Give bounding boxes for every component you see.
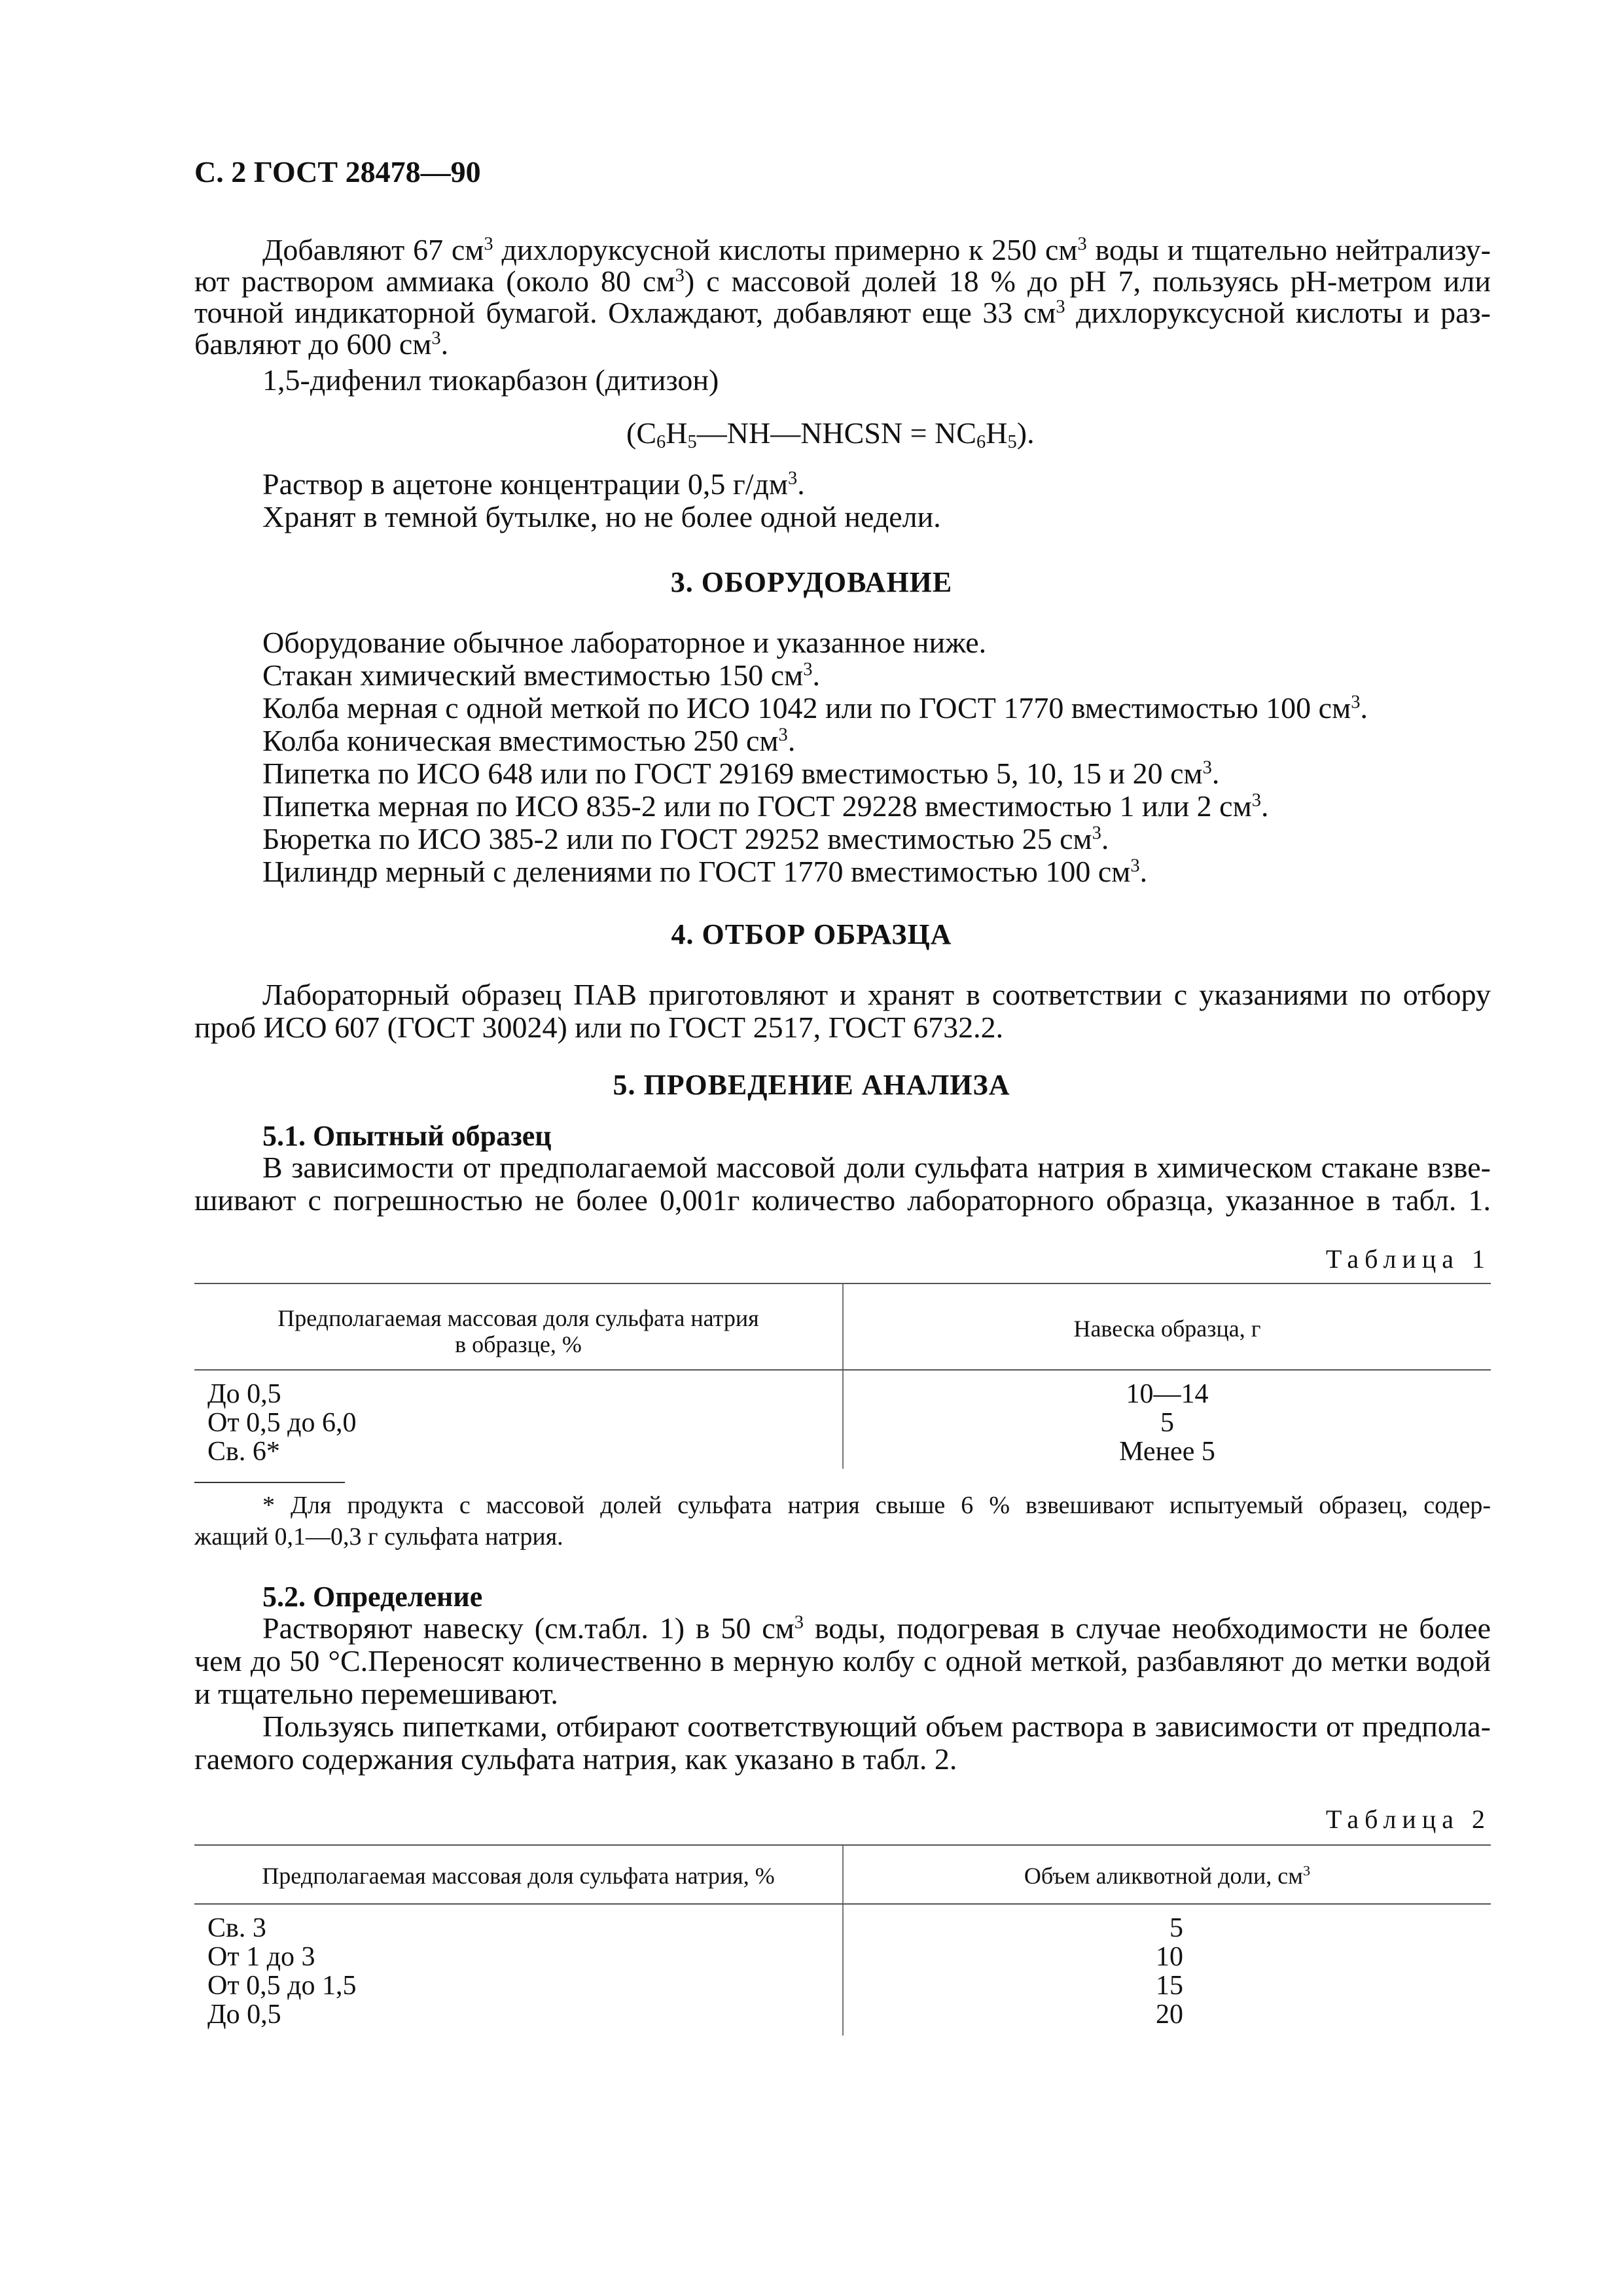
table2-col2-header: Объем аликвотной доли, $см^3$: [1024, 1862, 1311, 1889]
section-3-title: 3. ОБОРУДОВАНИЕ: [670, 566, 953, 598]
subsection-5-2-line4: Пользуясь пипетками, отбирают соответствующий объем раствора в зависимости от предпола-: [262, 1710, 1491, 1743]
subsection-5-2-title: 5.2. Определение: [262, 1581, 483, 1613]
table-row: 10—14 5 Менее 5: [1119, 1379, 1215, 1467]
dithizone-formula: $(C_6H_5—NH—NHCSN = NC_6H_5)$.: [626, 416, 1035, 453]
para1-line3: точной индикаторной бумагой. Охлаждают, добавляют еще 33 $см^3$ дихлоруксусной кислоты и раз-: [194, 296, 1491, 329]
table1-footnote-line2: жащий 0,1—0,3 г сульфата натрия.: [194, 1523, 563, 1551]
equipment-item: Колба мерная с одной меткой по ИСО 1042 или по ГОСТ 1770 вместимостью 100 $см^3$.: [262, 691, 1368, 725]
table2-header-rule: [194, 1903, 1491, 1905]
equipment-item: Стакан химический вместимостью 150 $см^3$.: [262, 658, 821, 692]
subsection-5-1-line1: В зависимости от предполагаемой массовой доли сульфата натрия в химическом стакане взве-: [262, 1151, 1491, 1184]
para1-line1: Добавляют 67 $см^3$ дихлоруксусной кислоты примерно к 250 $см^3$ воды и тщательно нейтрализу-: [262, 233, 1491, 266]
equipment-item: Цилиндр мерный с делениями по ГОСТ 1770 вместимостью 100 $см^3$.: [262, 855, 1148, 888]
section-4-line1: Лабораторный образец ПАВ приготовляют и хранят в соответствии с указаниями по отбору: [262, 978, 1491, 1011]
para1-line4: бавляют до 600 $см^3$.: [194, 327, 449, 361]
table-row: До 0,5 От 0,5 до 6,0 Св. 6*: [207, 1379, 357, 1467]
subsection-5-2-line1: Растворяют навеску (см.табл. 1) в 50 $см^3$ воды, подогревая в случае необходимости не более: [262, 1611, 1491, 1645]
para1-line2: ют раствором аммиака (около 80 $см^3$) с массовой долей 18 % до рН 7, пользуясь рН-метром или: [194, 264, 1491, 298]
table1-col1-header: Предполагаемая массовая доля сульфата натрия в образце, %: [277, 1305, 759, 1357]
page-header: С. 2 ГОСТ 28478—90: [194, 155, 481, 188]
dithizone-name: 1,5-дифенил тиокарбазон (дитизон): [262, 363, 719, 397]
subsection-5-1-line2: шивают с погрешностью не более 0,001г количество лабораторного образца, указанное в табл. 1.: [194, 1183, 1491, 1217]
section-5-title: 5. ПРОВЕДЕНИЕ АНАЛИЗА: [613, 1069, 1010, 1101]
table-row: Св. 3 От 1 до 3 От 0,5 до 1,5 До 0,5: [207, 1913, 357, 2030]
subsection-5-1-title: 5.1. Опытный образец: [262, 1120, 552, 1152]
subsection-5-2-line5: гаемого содержания сульфата натрия, как указано в табл. 2.: [194, 1742, 957, 1776]
subsection-5-2-line2: чем до 50 °С.Переносят количественно в мерную колбу с одной меткой, разбавляют до метки водой: [194, 1644, 1491, 1677]
equipment-item: Пипетка мерная по ИСО 835-2 или по ГОСТ 29228 вместимостью 1 или 2 $см^3$.: [262, 789, 1269, 823]
table1-footnote-line1: * Для продукта с массовой долей сульфата натрия свыше 6 % взвешивают испытуемый образец, содер-: [262, 1492, 1491, 1519]
table1-caption: Таблица 1: [1325, 1244, 1491, 1274]
table2-col1-header: Предполагаемая массовая доля сульфата натрия, %: [262, 1863, 775, 1889]
equipment-item: Оборудование обычное лабораторное и указанное ниже.: [262, 626, 987, 659]
footnote-rule: [194, 1482, 345, 1483]
table1-col2-header: Навеска образца, г: [1073, 1316, 1261, 1342]
section-4-title: 4. ОТБОР ОБРАЗЦА: [671, 918, 952, 950]
subsection-5-2-line3: и тщательно перемешивают.: [194, 1677, 558, 1710]
equipment-item: Колба коническая вместимостью 250 $см^3$.: [262, 724, 796, 757]
equipment-item: Бюретка по ИСО 385-2 или по ГОСТ 29252 вместимостью 25 $см^3$.: [262, 822, 1109, 855]
section-4-line2: проб ИСО 607 (ГОСТ 30024) или по ГОСТ 2517, ГОСТ 6732.2.: [194, 1011, 1004, 1044]
equipment-item: Пипетка по ИСО 648 или по ГОСТ 29169 вместимостью 5, 10, 15 и 20 $см^3$.: [262, 757, 1220, 790]
solution-line2: Хранят в темной бутылке, но не более одной недели.: [262, 500, 941, 533]
table1-header-rule: [194, 1369, 1491, 1371]
table-row: 5 10 15 20: [1156, 1913, 1183, 2030]
solution-line1: Раствор в ацетоне концентрации 0,5 $г/дм^3$.: [262, 467, 805, 501]
table2-caption: Таблица 2: [1325, 1804, 1491, 1834]
